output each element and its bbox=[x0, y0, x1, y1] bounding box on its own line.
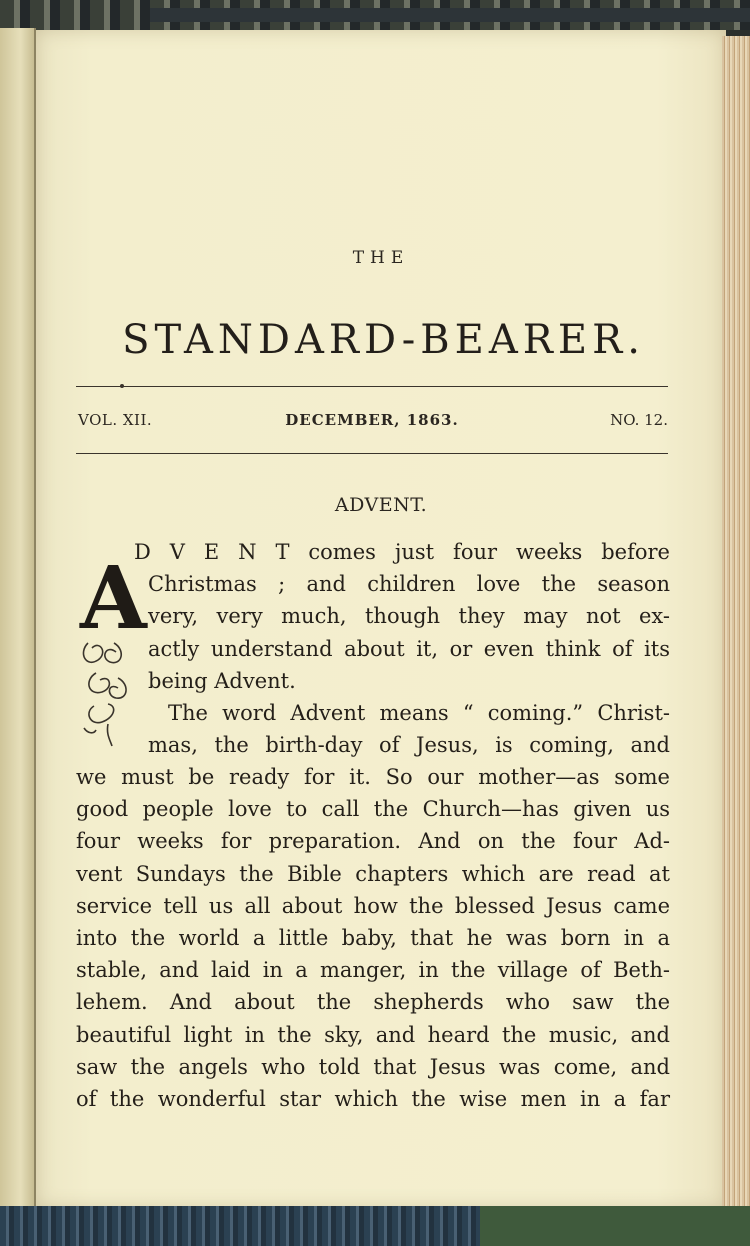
article-line: we must be ready for it. So our mother—as some bbox=[76, 765, 670, 789]
article-line: The word Advent means “ coming.” Christ- bbox=[168, 701, 670, 725]
issue-number: NO. 12. bbox=[610, 411, 668, 429]
article-line: beautiful light in the sky, and heard the music, and bbox=[76, 1023, 670, 1047]
article-title: ADVENT. bbox=[334, 494, 428, 516]
article-line: saw the angels who told that Jesus was come, and bbox=[76, 1055, 670, 1079]
article-line: Christmas ; and children love the season bbox=[148, 572, 670, 596]
article-line: stable, and laid in a manger, in the village of Beth- bbox=[76, 958, 670, 982]
masthead-title: STANDARD-BEARER. bbox=[122, 317, 645, 363]
book-binding-top bbox=[0, 0, 750, 30]
page-edges bbox=[722, 36, 750, 1206]
issue-volume: VOL. XII. bbox=[78, 411, 153, 429]
drop-cap-letter: A bbox=[80, 548, 147, 649]
masthead-article: THE bbox=[352, 248, 410, 268]
ornamental-drop-cap bbox=[78, 548, 147, 748]
book-page bbox=[36, 30, 726, 1208]
article-line: very, very much, though they may not ex- bbox=[148, 604, 670, 628]
masthead-rule-bottom bbox=[76, 453, 668, 454]
article-line: being Advent. bbox=[148, 669, 296, 693]
article-line: actly understand about it, or even think of its bbox=[148, 637, 670, 661]
article-line: four weeks for preparation. And on the four Ad- bbox=[76, 829, 670, 853]
article-line: vent Sundays the Bible chapters which are read at bbox=[76, 862, 670, 886]
preceding-page-edge bbox=[0, 28, 36, 1206]
article-line: service tell us all about how the blessed Jesus came bbox=[76, 894, 670, 918]
article-line: D V E N T comes just four weeks before bbox=[134, 540, 670, 564]
masthead-rule-top bbox=[76, 386, 668, 387]
issue-line bbox=[76, 411, 668, 433]
article-line: of the wonderful star which the wise men in a far bbox=[76, 1087, 670, 1111]
article-line: lehem. And about the shepherds who saw the bbox=[76, 990, 670, 1014]
article-line: good people love to call the Church—has given us bbox=[76, 797, 670, 821]
issue-date: DECEMBER, 1863. bbox=[285, 411, 459, 429]
article-line: into the world a little baby, that he was born in a bbox=[76, 926, 670, 950]
flourish-ornament-icon bbox=[83, 643, 126, 746]
book-binding-bottom bbox=[0, 1206, 750, 1246]
article-line: mas, the birth-day of Jesus, is coming, and bbox=[148, 733, 670, 757]
